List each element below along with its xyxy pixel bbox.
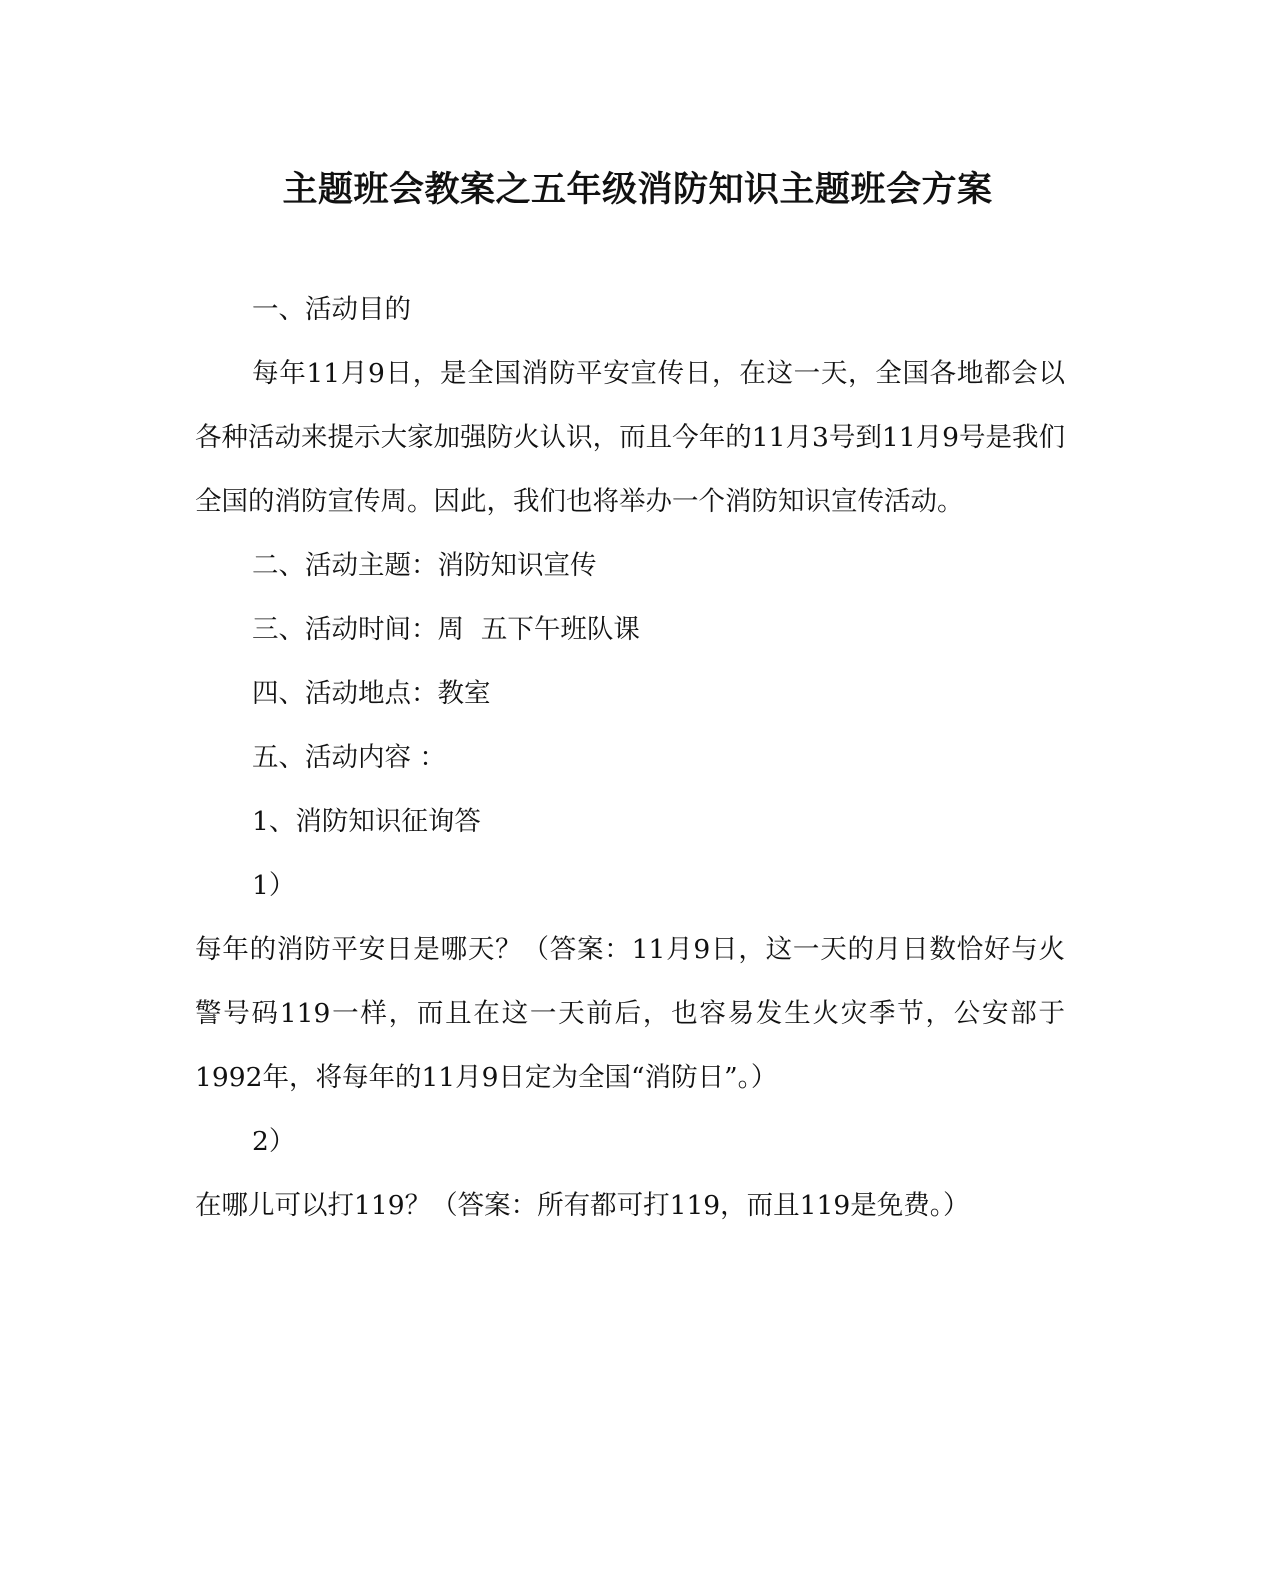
document-body: [195, 278, 1065, 1238]
section-heading-location: 四、活动地点：教室: [252, 678, 491, 709]
section-heading-content: 五、活动内容 ：: [252, 742, 446, 773]
question-text-2: 在哪儿可以打119？（答案：所有都可打119，而且119是免费。）: [195, 1190, 970, 1221]
section-heading-purpose: 一、活动目的: [252, 294, 411, 325]
section-heading-time: 三、活动时间：周 五下午班队课: [252, 614, 640, 645]
section-heading-theme: 二、活动主题：消防知识宣传: [252, 550, 597, 581]
subsection-heading-quiz: 1、消防知识征询答: [252, 806, 481, 837]
question-text-1: 每年的消防平安日是哪天？（答案：11月9日，这一天的月日数恰好与火警号码119一样，而且在这一天前后，也容易发生火灾季节，公安部于1992年，将每年的11月9日定为全国“消防日”。）: [195, 934, 1065, 1093]
question-number-2: 2）: [252, 1126, 296, 1157]
question-number-1: 1）: [252, 870, 296, 901]
document-title: 主题班会教案之五年级消防知识主题班会方案: [282, 170, 993, 210]
paragraph-purpose: 每年11月9日，是全国消防平安宣传日，在这一天，全国各地都会以各种活动来提示大家加强防火认识，而且今年的11月3号到11月9号是我们全国的消防宣传周。因此，我们也将举办一个消防知识宣传活动。: [195, 358, 1065, 517]
